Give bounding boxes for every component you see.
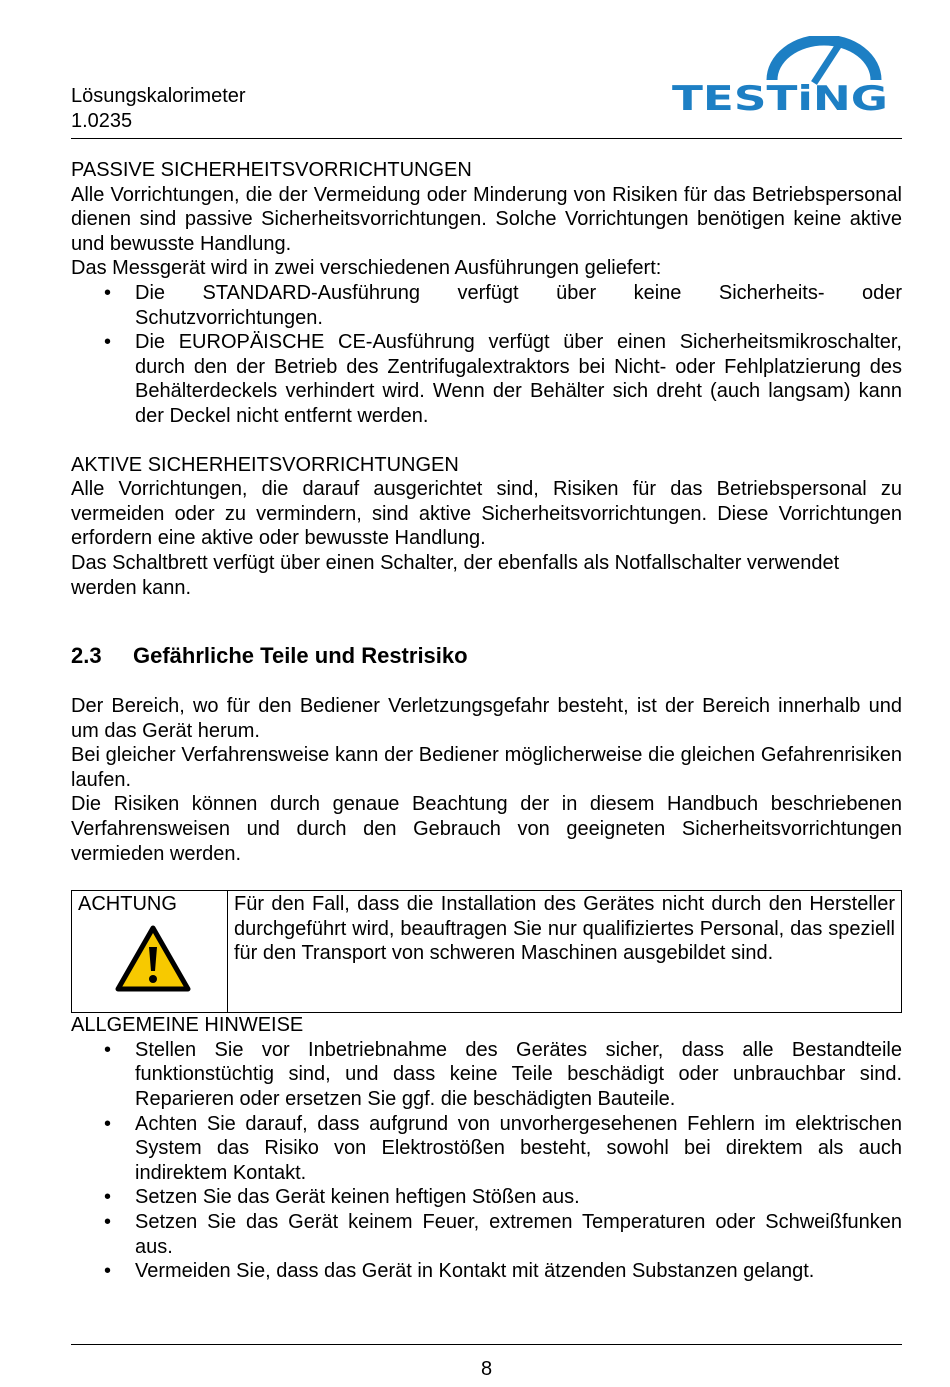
bullet-icon: • — [104, 1186, 112, 1209]
warning-text-cell — [228, 891, 902, 1013]
section-paragraph-3: Die Risiken können durch genaue Beachtung der in diesem Handbuch beschriebenen Verfahrensweisen und durch den Gebrauch von geeigneten Sicherheitsvorrichtungen vermieden werden. — [71, 793, 902, 865]
warning-text: Für den Fall, dass die Installation des Gerätes nicht durch den Hersteller durchgeführt wird, beauftragen Sie nur qualifiziertes Personal, das speziell für den Transport von schweren Maschinen ausgebildet sind. — [234, 893, 895, 965]
general-title: ALLGEMEINE HINWEISE — [71, 1014, 304, 1037]
document-title: Lösungskalorimeter — [71, 85, 246, 107]
general-bullet-list — [71, 1038, 902, 1284]
active-paragraph: Alle Vorrichtungen, die darauf ausgerichtet sind, Risiken für das Betriebspersonal zu vermeiden oder zu vermindern, sind aktive Sicherheitsvorrichtungen. Diese Vorrichtungen erfordern eine aktive oder bewusste Handlung. — [71, 478, 902, 550]
section-number: 2.3 — [71, 643, 102, 669]
passive-bullet-list — [71, 281, 902, 429]
list-item: • Stellen Sie vor Inbetriebnahme des Gerätes sicher, dass alle Bestandteile funktionstüchtig sind, und dass keine Teile beschädigt oder unbrauchbar sind. Reparieren oder ersetzen Sie ggf. die beschädigten Bauteile. — [104, 1038, 902, 1111]
section-paragraph-2: Bei gleicher Verfahrensweise kann der Bediener möglicherweise die gleichen Gefahrenrisiken laufen. — [71, 744, 902, 791]
bullet-icon: • — [104, 1038, 112, 1061]
list-item: • Vermeiden Sie, dass das Gerät in Kontakt mit ätzenden Substanzen gelangt. — [104, 1260, 815, 1283]
passive-paragraph: Alle Vorrichtungen, die der Vermeidung oder Minderung von Risiken für das Betriebspersonal dienen sind passive Sicherheitsvorrichtungen. Solche Vorrichtungen benötigen keine aktive und bewusste Handlung. — [71, 183, 902, 255]
list-item: • Die STANDARD-Ausführung verfügt über keine Sicherheits- oder Schutzvorrichtungen. — [104, 281, 902, 329]
bullet-icon: • — [104, 331, 112, 354]
active-paragraph-2: Das Schaltbrett verfügt über einen Schalter, der ebenfalls als Notfallschalter verwendet werden kann. — [71, 551, 840, 599]
warning-label: ACHTUNG — [78, 893, 177, 916]
warning-triangle-icon — [115, 925, 191, 993]
bullet-icon: • — [104, 1260, 112, 1283]
bullet-icon: • — [104, 281, 112, 304]
list-item: • Achten Sie darauf, dass aufgrund von unvorhergesehenen Fehlern im elektrischen System das Risiko von Elektrostößen besteht, sowohl bei direktem als auch indirektem Kontakt. — [104, 1112, 902, 1184]
passive-title: PASSIVE SICHERHEITSVORRICHTUNGEN — [71, 159, 472, 181]
page-content — [71, 158, 902, 1284]
warning-label-cell — [72, 891, 228, 1013]
active-title: AKTIVE SICHERHEITSVORRICHTUNGEN — [71, 453, 459, 476]
section-paragraph-1: Der Bereich, wo für den Bediener Verletzungsgefahr besteht, ist der Bereich innerhalb und um das Gerät herum. — [71, 695, 902, 742]
testing-logo — [668, 36, 892, 116]
document-code: 1.0235 — [71, 110, 133, 132]
footer-divider — [71, 1344, 902, 1345]
bullet-icon: • — [104, 1211, 112, 1233]
list-item: • Setzen Sie das Gerät keinem Feuer, extremen Temperaturen oder Schweißfunken aus. — [104, 1211, 902, 1258]
warning-box — [71, 890, 902, 1013]
document-header — [71, 84, 246, 134]
section-title: Gefährliche Teile und Restrisiko — [133, 643, 468, 669]
list-item: • Setzen Sie das Gerät keinen heftigen Stößen aus. — [104, 1186, 580, 1209]
header-divider — [71, 138, 902, 139]
page-number: 8 — [480, 1358, 493, 1380]
bullet-icon: • — [104, 1112, 112, 1135]
logo-text: TESTiNG — [672, 79, 888, 116]
section-heading — [71, 642, 902, 670]
passive-intro: Das Messgerät wird in zwei verschiedenen Ausführungen geliefert: — [71, 257, 662, 280]
list-item: • Die EUROPÄISCHE CE-Ausführung verfügt über einen Sicherheitsmikroschalter, durch den der Betrieb des Zentrifugalextraktors bei Nicht- oder Fehlplatzierung des Behälterdeckels verhindert wird. Wenn der Behälter sich dreht (auch langsam) kann der Deckel nicht entfernt werden. — [104, 331, 902, 427]
